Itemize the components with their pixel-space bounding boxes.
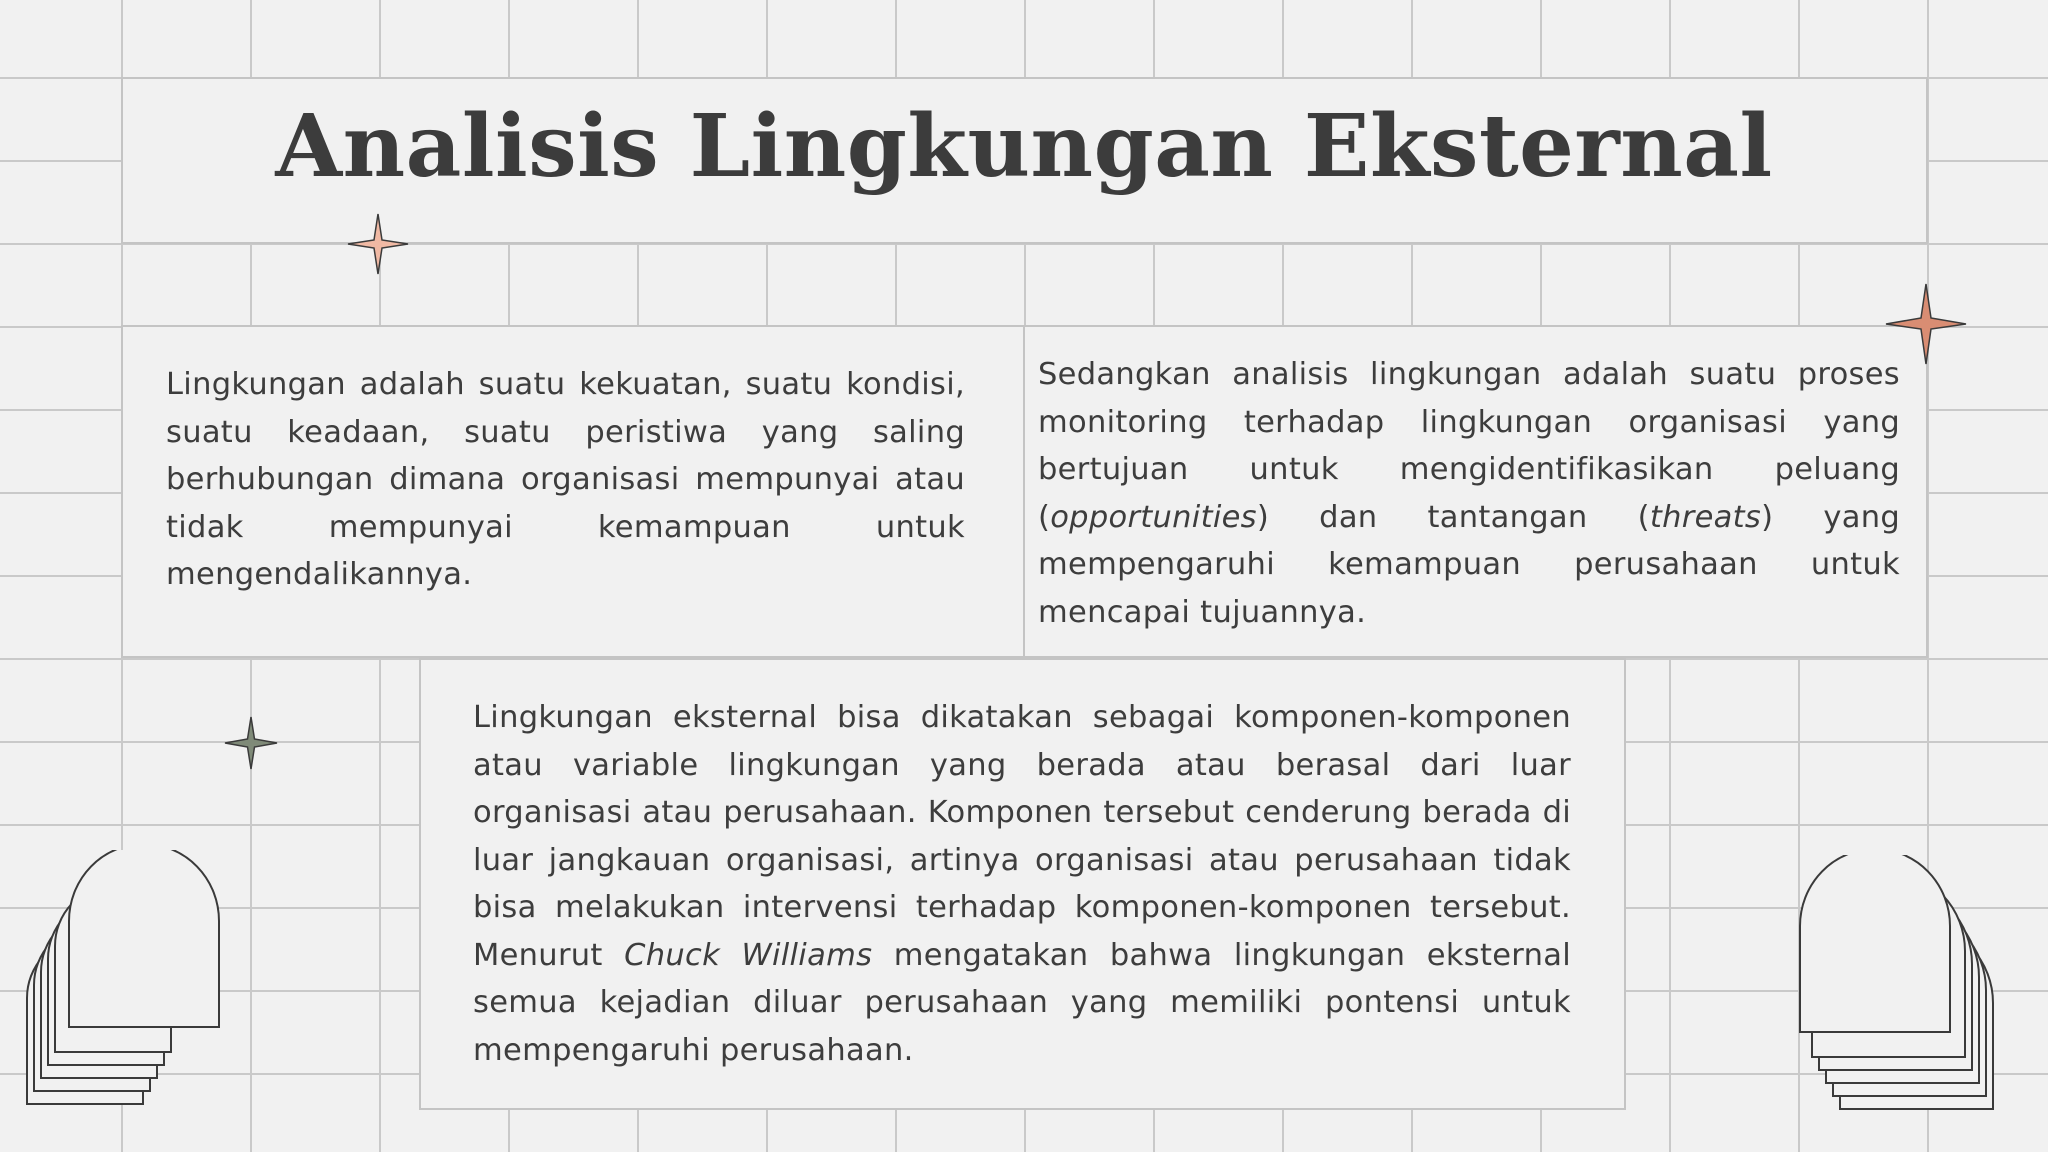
arch-stack-decoration — [20, 850, 230, 1110]
slide-title: Analisis Lingkungan Eksternal — [275, 96, 1773, 197]
text-segment: mengatakan bahwa lingkungan eksternal semua kejadian diluar perusahaan yang memiliki pontensi untuk mempengaruhi perusahaan. — [473, 937, 1572, 1068]
sparkle-icon — [223, 715, 279, 771]
external-environment-text — [473, 694, 1571, 1074]
arch-stack-decoration — [1790, 855, 2000, 1115]
emphasis-opportunities: opportunities — [1050, 499, 1257, 535]
environment-definition-text: Lingkungan adalah suatu kekuatan, suatu kondisi, suatu keadaan, suatu peristiwa yang saling berhubungan dimana organisasi mempunyai atau tidak mempunyai kemampuan untuk mengendalikannya. — [166, 367, 965, 592]
text-segment: Lingkungan eksternal bisa dikatakan sebagai komponen-komponen atau variable lingkungan yang berada atau berasal dari luar organisasi atau perusahaan. Komponen tersebut cenderung berada di luar jangkauan organisasi, artinya organisasi atau perusahaan tidak bisa melakukan intervensi terhadap komponen-komponen tersebut. Menurut — [473, 700, 1571, 973]
sparkle-icon — [1884, 282, 1968, 366]
text-segment: ) yang mempengaruhi kemampuan perusahaan untuk mencapai tujuannya. — [1038, 499, 1900, 630]
emphasis-author: Chuck Williams — [624, 937, 873, 973]
text-segment: ) dan tantangan ( — [1256, 499, 1650, 535]
emphasis-threats: threats — [1649, 499, 1762, 535]
environment-analysis-text — [1038, 351, 1900, 636]
sparkle-icon — [346, 212, 410, 276]
text-segment: Sedangkan analisis lingkungan adalah suatu proses monitoring terhadap lingkungan organisasi yang bertujuan untuk mengidentifikasikan peluang ( — [1038, 357, 1900, 535]
